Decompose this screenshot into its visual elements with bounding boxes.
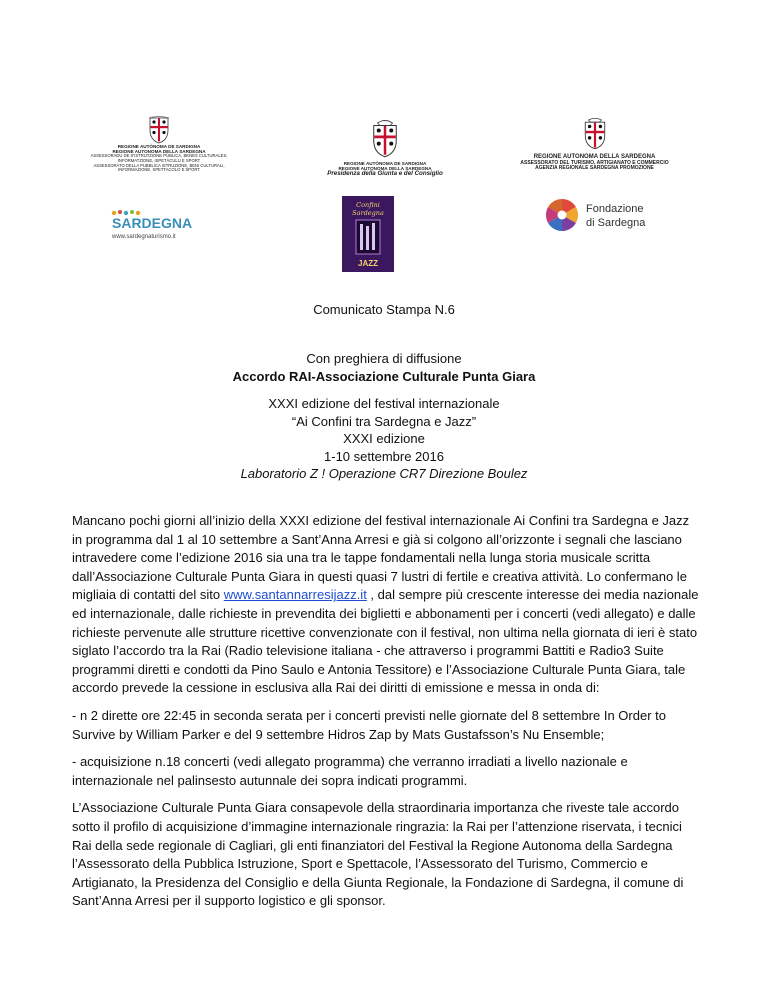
quattro-mori-crest-icon xyxy=(582,116,608,150)
festival-line-5: Laboratorio Z ! Operazione CR7 Direzione Boulez xyxy=(240,466,528,481)
logo-line: AGENZIA REGIONALE SARDEGNA PROMOZIONE xyxy=(535,165,654,172)
regione-turismo-logo xyxy=(512,116,677,184)
sardegna-turismo-mark-icon xyxy=(108,207,204,241)
festival-header xyxy=(0,395,768,483)
festival-line-1: XXXI edizione del festival internazionale xyxy=(268,396,500,411)
svg-text:Confini: Confini xyxy=(356,201,380,209)
logo-line: REGIONE AUTÒNOMA DE SARDIGNA xyxy=(343,161,427,166)
body-paragraph: - n 2 dirette ore 22:45 in seconda serata per i concerti previsti nelle giornate del 8 settembre In Order to Survive by William Parker e del 9 settembre Hidros Zap by Mats Gustafsson’s Nu Ensemble; xyxy=(72,707,666,742)
logo-line: REGIONE AUTONOMA DELLA SARDEGNA xyxy=(112,149,206,155)
logo-line: ASSESSORATO DEL TURISMO, ARTIGIANATO E COMMERCIO xyxy=(520,159,669,166)
fondazione-line-1: Fondazione xyxy=(586,203,644,215)
body-paragraph: L’Associazione Culturale Punta Giara consapevole della straordinaria importanza che riveste tale accordo sotto il profilo di acquisizione d’immagine internazionale ringrazia: la Rai per l’attenzione riservata, i tecnici Rai della sede regionale di Cagliari, gli enti finanziatori del Festival la Regione Autonoma della Sardegna l’Assessorato della Pubblica Istruzione, Sport e Spettacole, l’Assessorato del Turismo, Commercio e Artigianato, la Presidenza del Consiglio e della Giunta Regionale, la Fondazione di Sardegna, il comune di Sant’Anna Arresi per il supporto logistico e gli sponsor. xyxy=(72,800,684,909)
santannarresijazz-link[interactable]: www.santannarresijazz.it xyxy=(223,587,367,603)
sardegna-turismo-logo xyxy=(108,207,204,241)
accordo-line: Accordo RAI-Associazione Culturale Punta Giara xyxy=(232,368,536,384)
fondazione-line-2: di Sardegna xyxy=(586,217,646,229)
festival-line-4: 1-10 settembre 2016 xyxy=(324,448,444,464)
jazz-poster-icon xyxy=(342,196,394,272)
logo-line: INFORMAZIONE, SPETTACOLO E SPORT xyxy=(118,167,200,173)
press-header xyxy=(0,350,768,385)
fondazione-sardegna-logo xyxy=(544,194,664,236)
quattro-mori-crest-icon xyxy=(370,118,400,158)
logo-line: ASSESSORADU DE S'ISTRUTZIONE PÙBLICA, BENES CULTURALES, xyxy=(90,153,228,159)
sardegna-url: www.sardegnaturismo.it xyxy=(112,234,176,240)
logo-line: REGIONE AUTONOMA DELLA SARDEGNA xyxy=(338,166,432,172)
sardegna-wordmark: SARDEGNA xyxy=(112,215,193,231)
diffusione-line: Con preghiera di diffusione xyxy=(306,351,462,366)
svg-text:JAZZ: JAZZ xyxy=(358,259,378,268)
logo-line: Presidenza della Giunta e del Consiglio xyxy=(327,170,443,178)
comunicato-title: Comunicato Stampa N.6 xyxy=(313,302,455,317)
quattro-mori-crest-icon xyxy=(147,116,171,144)
press-body xyxy=(72,512,700,920)
festival-line-2: “Ai Confini tra Sardegna e Jazz” xyxy=(291,413,477,429)
fondazione-star-icon xyxy=(544,194,664,236)
logo-line: REGIONE AUTÒNOMA DE SARDIGNA xyxy=(117,144,201,149)
logo-line: REGIONE AUTONOMA DELLA SARDEGNA xyxy=(533,154,656,160)
body-paragraph: - acquisizione n.18 concerti (vedi allegato programma) che verranno irradiati a livello nazionale e internazionale nel palinsesto autunnale dei sopra indicati programmi. xyxy=(72,754,628,788)
logo-line: ASSESSORATO DELLA PUBBLICA ISTRUZIONE, BENI CULTURALI, xyxy=(93,162,225,168)
svg-text:Sardegna: Sardegna xyxy=(352,209,384,217)
body-paragraph: Mancano pochi giorni all’inizio della XXXI edizione del festival internazionale Ai Confini tra Sardegna e Jazz in programma dal 1 al 10 settembre a Sant’Anna Arresi e già si colgono all’orizzonte i segnali che lasciano intravedere come l’edizione 2016 sia una tra le tappe fondamentali nella lunga storia musicale scritta dall’Associazione Culturale Punta Giara in questi quasi 7 lustri di fertile e creativa attività. Lo confermano le migliaia di contatti del sito www.santannarresijazz.it , dal sempre più crescente interesse dei media nazionale ed internazionale, dalle richieste in prevendita dei biglietti e abbonamenti per i concerti (vedi allegato) e dalle richieste pervenute alle strutture ricettive convenzionate con il festival, non ultima nella giornata di ieri è stato siglato l’accordo tra la Rai (Radio televisione italiana - che attraverso i programmi Battiti e Radio3 Suite programmi diretti e condotti da Pino Saulo e Antonia Tessitore) e l’Associazione Culturale Punta Giara, tale accordo prevede la cessione in esclusiva alla Rai dei diritti di emissione e messa in onda di: xyxy=(72,513,699,696)
festival-poster-image xyxy=(342,196,394,272)
regione-istruzione-logo xyxy=(78,116,240,178)
festival-line-3: XXXI edizione xyxy=(343,431,425,446)
regione-presidenza-logo xyxy=(312,118,458,186)
logo-line: INFORMATZIONE, ISPETÀCULU E SPORT xyxy=(117,157,201,163)
